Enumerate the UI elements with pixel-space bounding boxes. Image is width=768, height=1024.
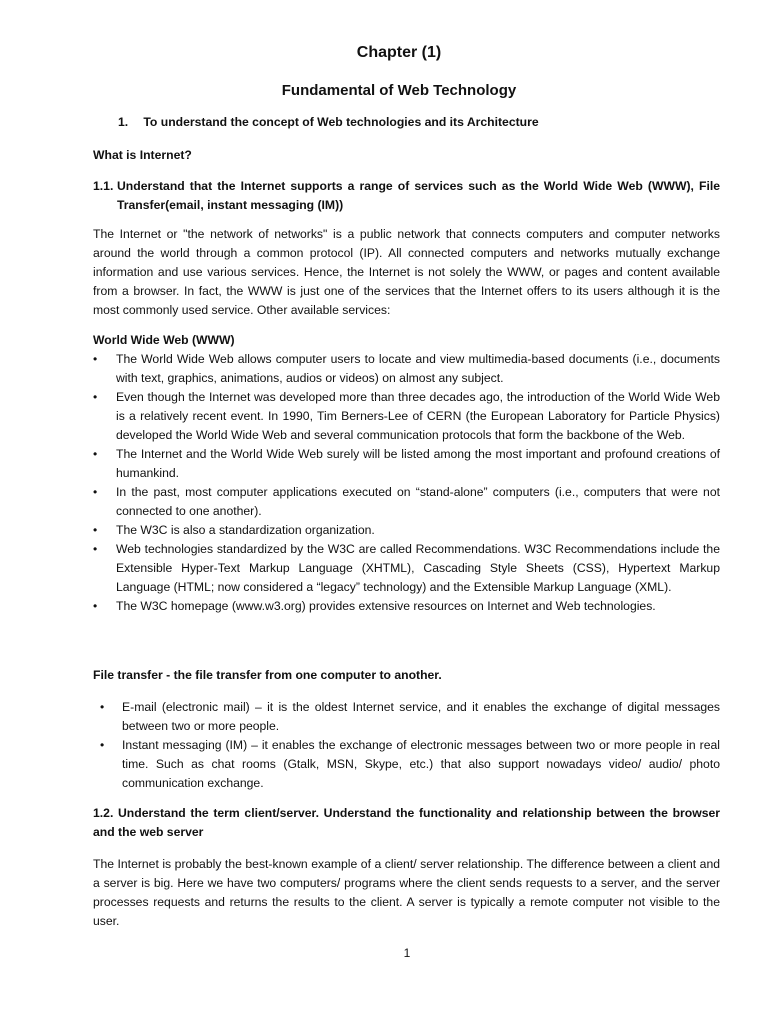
bullet-icon: •: [100, 700, 105, 714]
bullet-icon: •: [93, 447, 98, 461]
list-item: • The World Wide Web allows computer users to locate and view multimedia-based documents (i.e., documents with text, graphics, animations, audios or videos) on almost any subject.: [93, 352, 720, 385]
list-item: • The Internet and the World Wide Web surely will be listed among the most important and profound creations of humankind.: [93, 447, 720, 480]
list-item: • In the past, most computer applications executed on “stand-alone” computers (i.e., computers that were not connected to one another).: [93, 485, 720, 518]
intro-paragraph: The Internet or "the network of networks" is a public network that connects computers and computer networks around the world through a common protocol (IP). All connected computers and networks mutually exchange information and use various services. Hence, the Internet is not solely the WWW, or pages and content available from a browser. In fact, the WWW is just one of the services that the Internet offers to its users although it is the most commonly used service. Other available services:: [93, 227, 720, 317]
list-item: • Even though the Internet was developed more than three decades ago, the introduction of the World Wide Web is a relatively recent event. In 1990, Tim Berners-Lee of CERN (the European Laboratory for Particle Physics) developed the World Wide Web and several communication protocols that form the backbone of the Web.: [93, 390, 720, 442]
bullet-icon: •: [100, 738, 105, 752]
list-item: • Web technologies standardized by the W3C are called Recommendations. W3C Recommendations include the Extensible Hyper-Text Markup Language (XHTML), Cascading Style Sheets (CSS), Hypertext Markup Language (HTML; now considered a “legacy” technology) and the Extensible Markup Language (XML).: [93, 542, 720, 594]
bullet-icon: •: [93, 485, 98, 499]
objective-item: [118, 115, 539, 129]
list-item: • Instant messaging (IM) – it enables the exchange of electronic messages between two or more people in real time. Such as chat rooms (Gtalk, MSN, Skype, etc.) that also support nowadays video/ audio/ photo communication exchange.: [100, 738, 720, 790]
www-bullet-list: [93, 350, 720, 616]
what-is-internet-heading: What is Internet?: [93, 148, 192, 162]
list-item: • The W3C homepage (www.w3.org) provides extensive resources on Internet and Web technologies.: [93, 597, 720, 616]
list-item: • E-mail (electronic mail) – it is the oldest Internet service, and it enables the exchange of digital messages between two or more people.: [100, 700, 720, 733]
objective-text: To understand the concept of Web technologies and its Architecture: [143, 115, 539, 129]
section-1-2-heading: 1.2. Understand the term client/server. Understand the functionality and relationship between the browser and the web server: [93, 806, 720, 839]
objective-number: 1.: [118, 115, 129, 129]
bullet-icon: •: [93, 352, 98, 366]
www-heading: World Wide Web (WWW): [93, 333, 235, 347]
document-title: Fundamental of Web Technology: [281, 82, 517, 99]
bullet-icon: •: [93, 599, 98, 613]
section-text: Understand that the Internet supports a range of services such as the World Wide Web (WWW), File Transfer(email, instant messaging (IM)): [117, 179, 720, 212]
file-transfer-heading: File transfer - the file transfer from one computer to another.: [93, 668, 442, 682]
section-number: 1.1.: [93, 179, 114, 193]
bullet-icon: •: [93, 523, 98, 537]
section-1-1-heading: [93, 177, 720, 215]
bullet-icon: •: [93, 390, 98, 404]
client-server-paragraph: The Internet is probably the best-known example of a client/ server relationship. The difference between a client and a server is big. Here we have two computers/ programs where the client sends requests to a server, and the server processes requests and returns the results to the client. A server is typically a remote computer not visible to the user.: [93, 857, 720, 928]
chapter-heading: Chapter (1): [356, 44, 442, 61]
list-item: • The W3C is also a standardization organization.: [93, 521, 720, 540]
file-transfer-bullet-list: [100, 698, 720, 793]
bullet-icon: •: [93, 542, 98, 556]
page-number: 1: [403, 946, 411, 960]
